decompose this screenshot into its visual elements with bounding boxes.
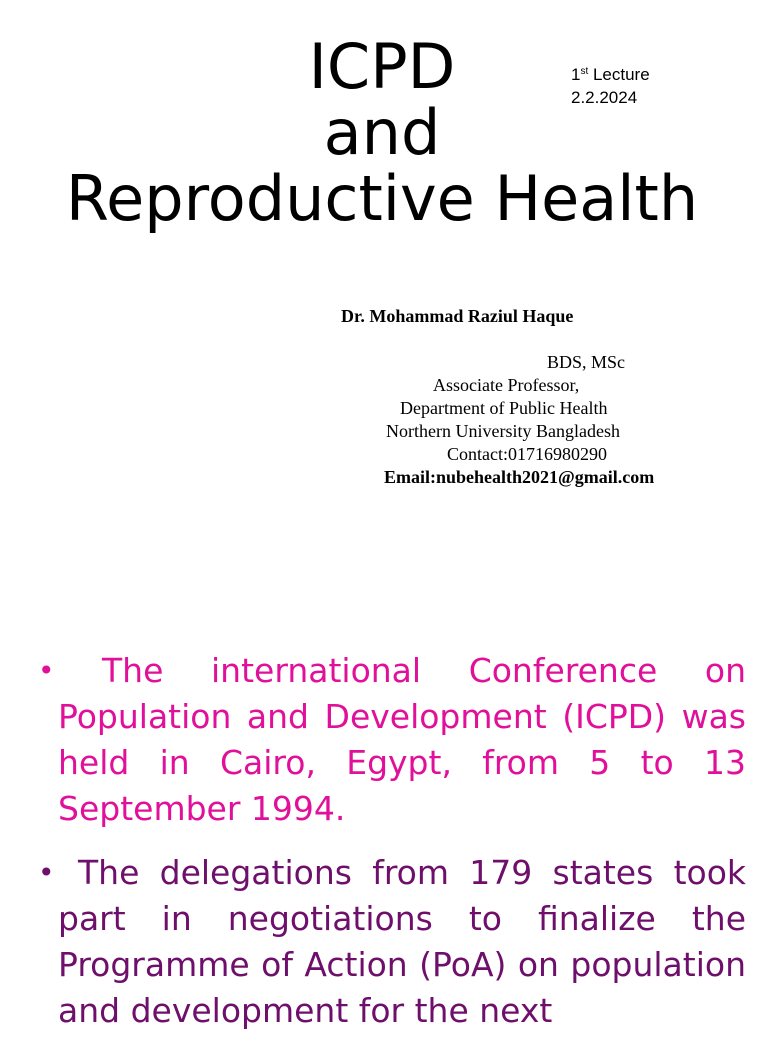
bullet-item-2 — [38, 850, 746, 1034]
lecture-number-value: 1 — [571, 65, 581, 84]
author-contact: Contact:01716980290 — [447, 444, 607, 464]
bullet-dot-icon: • — [38, 654, 55, 687]
title-line-1: ICPD — [308, 30, 456, 103]
title-line-3: Reproductive Health — [65, 162, 699, 235]
bullet-item-1 — [38, 648, 746, 832]
lecture-info — [571, 63, 650, 109]
bullet-text-2: The delegations from 179 states took part in negotiations to finalize the Programme of Action (PoA) on population and development for the next — [58, 853, 746, 1030]
bullet-text-1: The international Conference on Population and Development (ICPD) was held in Cairo, Egypt, from 5 to 13 September 1994. — [58, 651, 746, 828]
author-name: Dr. Mohammad Raziul Haque — [341, 306, 574, 326]
author-email: Email:nubehealth2021@gmail.com — [384, 467, 655, 487]
author-degrees: BDS, MSc — [547, 352, 626, 372]
author-university: Northern University Bangladesh — [386, 421, 620, 441]
bullet-dot-icon: • — [38, 856, 55, 889]
lecture-date: 2.2.2024 — [571, 88, 638, 107]
author-position: Associate Professor, — [433, 375, 580, 395]
lecture-number — [571, 63, 650, 86]
author-department: Department of Public Health — [400, 398, 608, 418]
lecture-ordinal-suffix: st — [580, 66, 589, 77]
title-line-2: and — [323, 96, 441, 169]
bullet-list — [38, 648, 746, 1052]
lecture-label: Lecture — [588, 65, 650, 84]
